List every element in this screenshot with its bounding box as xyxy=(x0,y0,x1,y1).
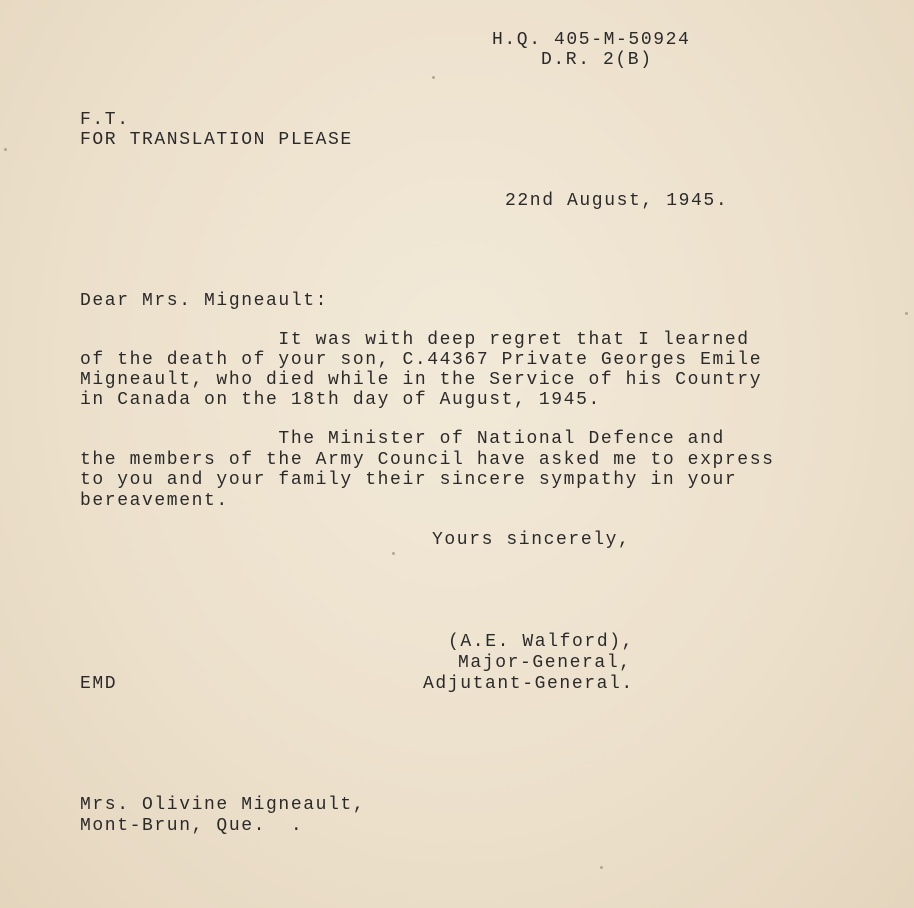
letter-date: 22nd August, 1945. xyxy=(505,191,729,211)
body-line: of the death of your son, C.44367 Private Georges Emile xyxy=(80,350,763,370)
salutation: Dear Mrs. Migneault: xyxy=(80,291,329,311)
typist-initials: EMD xyxy=(80,674,118,694)
closing: Yours sincerely, xyxy=(432,530,631,550)
paper-speck xyxy=(4,148,7,151)
paper-speck xyxy=(600,866,603,869)
addressee-location: Mont-Brun, Que. . xyxy=(80,816,304,836)
signatory-name: (A.E. Walford), xyxy=(448,632,635,652)
routing-code: F.T. xyxy=(80,110,130,130)
body-line: in Canada on the 18th day of August, 1945. xyxy=(80,390,601,410)
body-line: The Minister of National Defence and xyxy=(80,429,725,449)
body-line: It was with deep regret that I learned xyxy=(80,330,750,350)
body-line: bereavement. xyxy=(80,491,229,511)
addressee-name: Mrs. Olivine Migneault, xyxy=(80,795,366,815)
signatory-rank: Major-General, xyxy=(458,653,632,673)
file-reference: H.Q. 405-M-50924 xyxy=(492,30,691,50)
paper-speck xyxy=(432,76,435,79)
body-line: to you and your family their sincere sympathy in your xyxy=(80,470,738,490)
paper-speck xyxy=(392,552,395,555)
routing-note: FOR TRANSLATION PLEASE xyxy=(80,130,353,150)
body-line: the members of the Army Council have asked me to express xyxy=(80,450,775,470)
paper-speck xyxy=(905,312,908,315)
body-line: Migneault, who died while in the Service of his Country xyxy=(80,370,763,390)
signatory-title: Adjutant-General. xyxy=(423,674,634,694)
department-code: D.R. 2(B) xyxy=(541,50,653,70)
